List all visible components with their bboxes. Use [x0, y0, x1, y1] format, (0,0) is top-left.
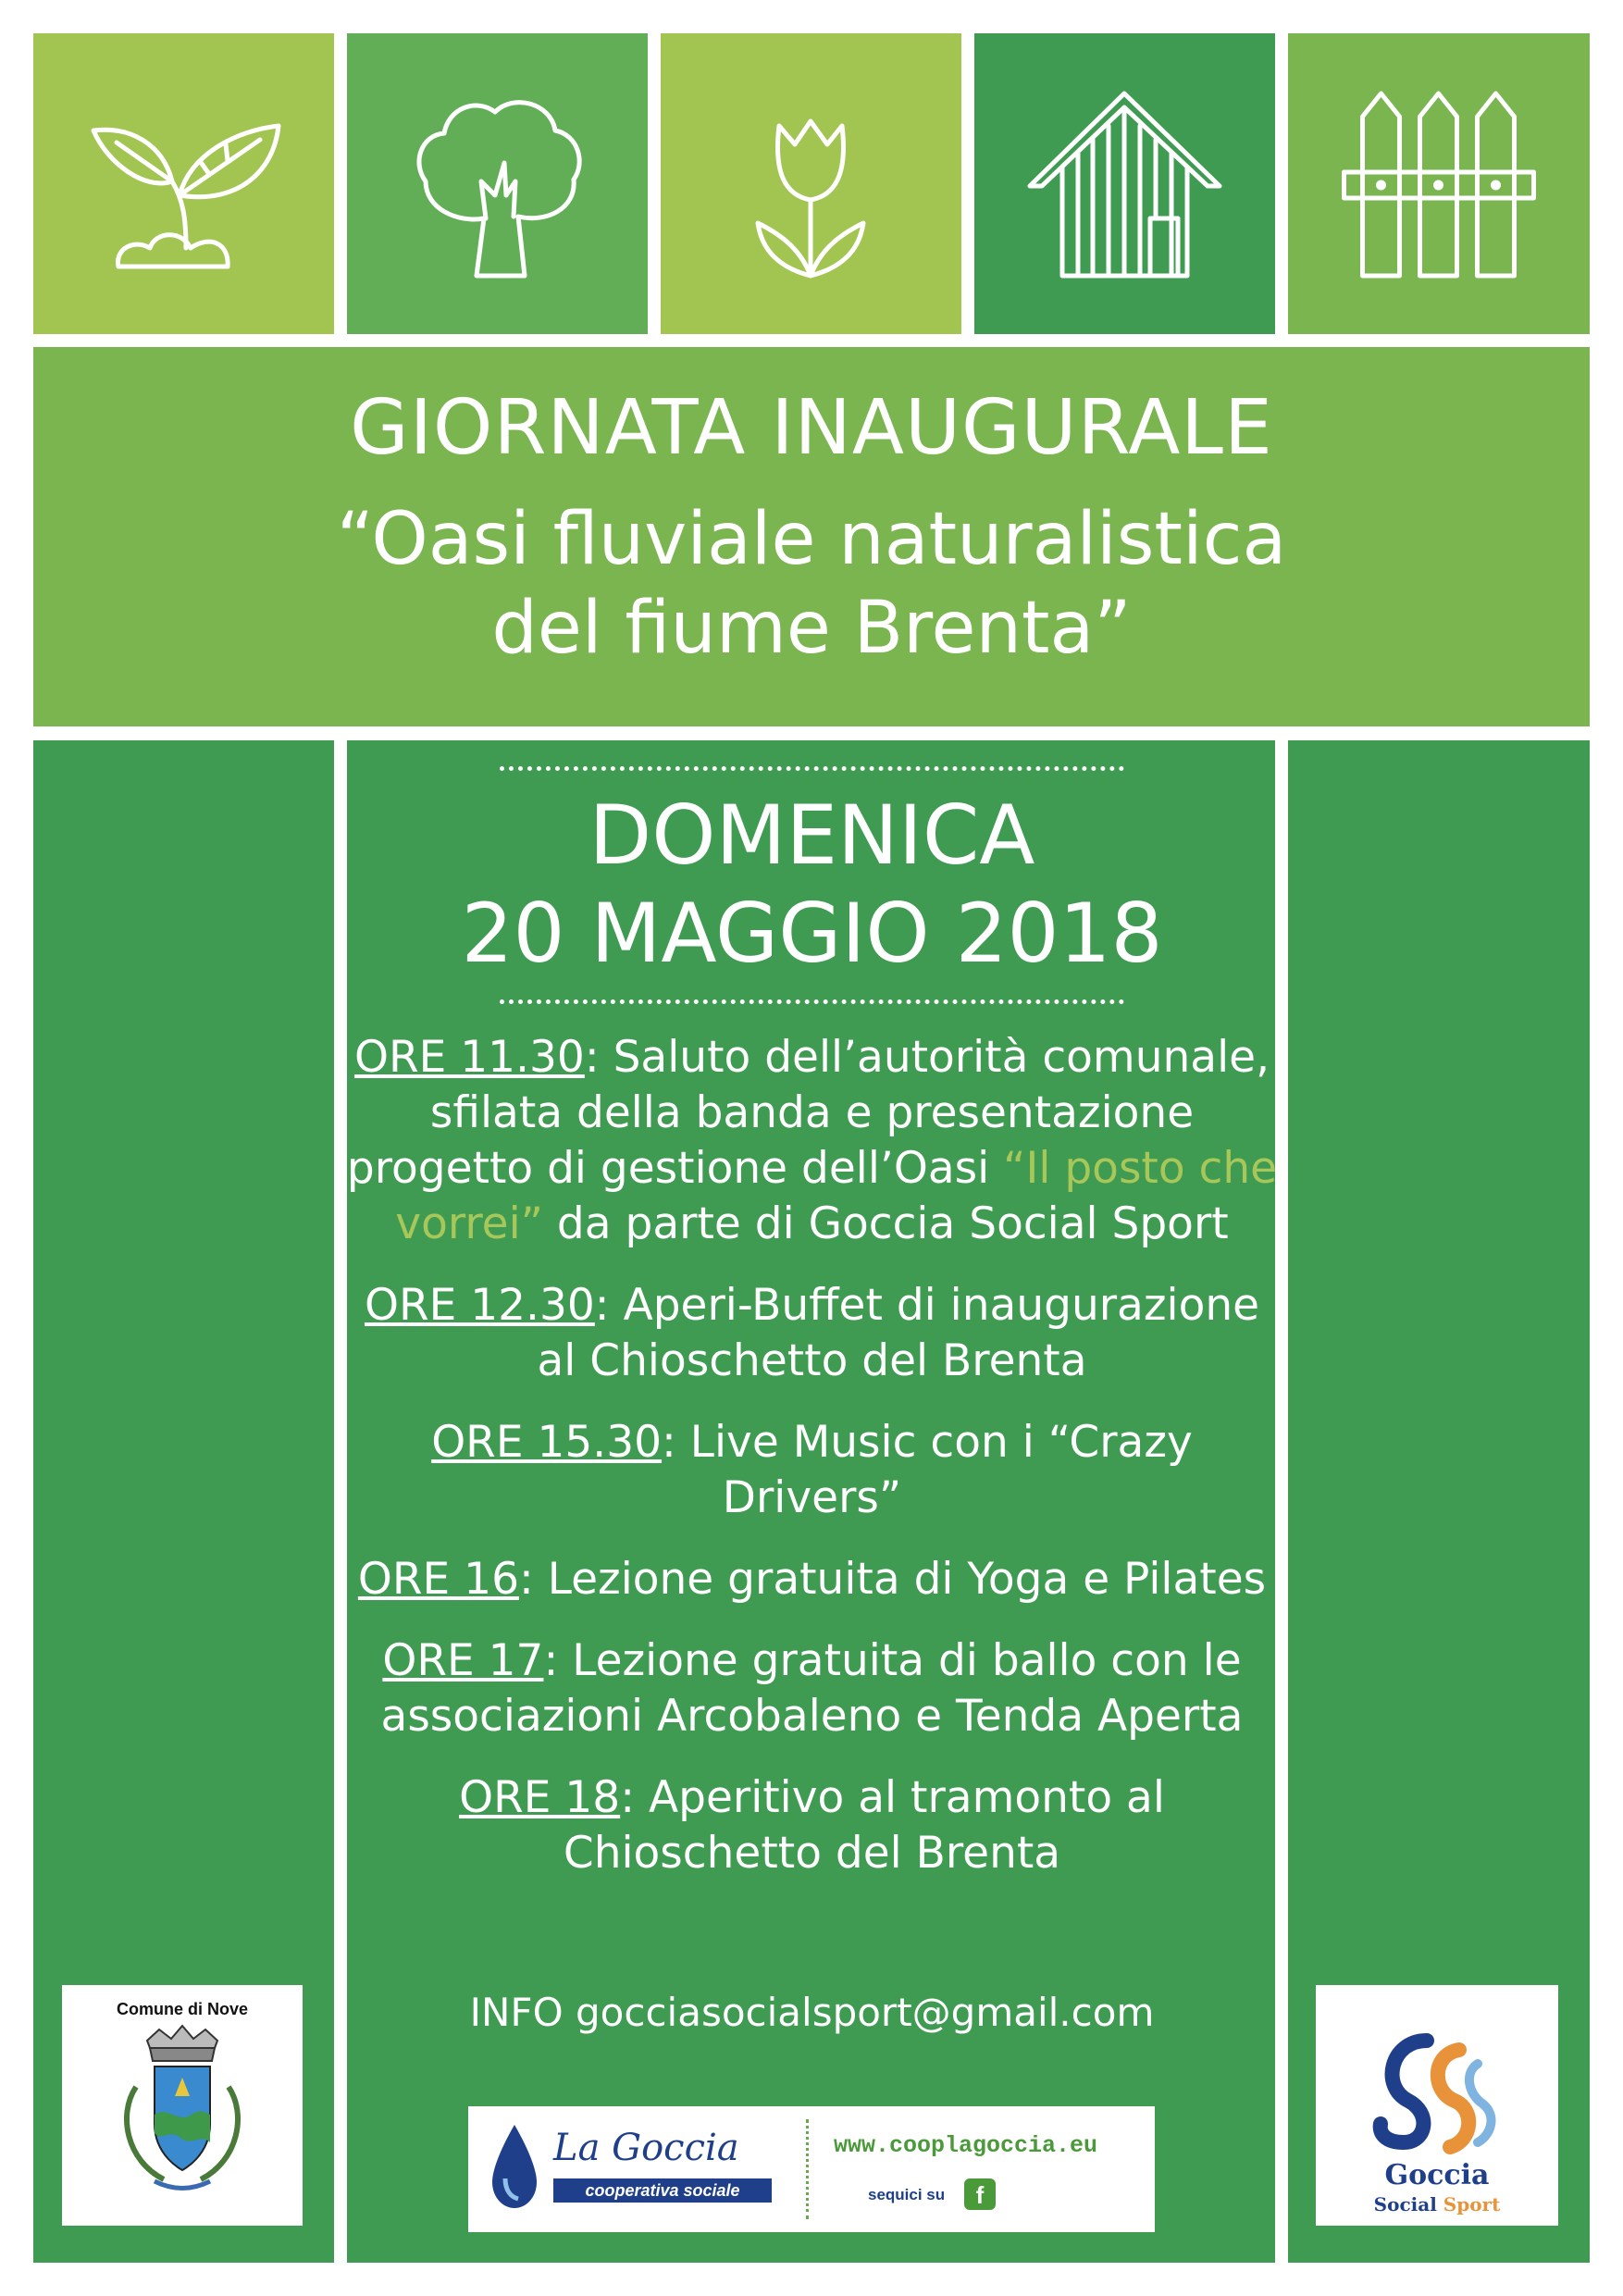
website-link[interactable]: www.cooplagoccia.eu — [834, 2132, 1098, 2159]
event-day: DOMENICA — [588, 788, 1035, 883]
event-full-date: 20 MAGGIO 2018 — [461, 886, 1163, 981]
schedule-time: ORE 18 — [459, 1772, 621, 1823]
title-banner — [33, 347, 1590, 726]
comune-logo — [62, 1985, 303, 2226]
divider-top — [500, 766, 1124, 771]
event-title: GIORNATA INAUGURALE — [350, 384, 1273, 472]
schedule-item — [342, 1278, 1282, 1389]
sponsor-divider — [806, 2119, 809, 2219]
water-drop-icon — [487, 2121, 542, 2214]
sponsor-banner — [468, 2106, 1155, 2232]
schedule-text: : Live Music con i “Crazy Drivers” — [662, 1417, 1193, 1523]
schedule — [342, 1030, 1282, 1907]
fence-icon — [1288, 33, 1590, 334]
schedule-text-end: da parte di Goccia Social Sport — [542, 1198, 1229, 1249]
info-contact: INFO gocciasocialsport@gmail.com — [469, 1990, 1155, 2035]
tile-fence — [1288, 33, 1590, 334]
comune-label: Comune di Nove — [116, 2000, 248, 2018]
schedule-text: : Lezione gratuita di ballo con le associazioni Arcobaleno e Tenda Aperta — [380, 1635, 1244, 1742]
schedule-item — [342, 1770, 1282, 1881]
goccia-name: Goccia — [1384, 2159, 1490, 2191]
schedule-time: ORE 16 — [357, 1554, 519, 1605]
schedule-time: ORE 11.30 — [353, 1032, 585, 1083]
event-subtitle — [33, 495, 1590, 673]
schedule-text: : Saluto dell’autorità comunale, sfilata della banda e presentazione progetto di gestione dell’Oasi — [346, 1032, 1270, 1194]
sprout-icon — [33, 33, 334, 334]
goccia-social-sport-logo — [1316, 1985, 1558, 2226]
cooperative-logo-text: La Goccia — [553, 2127, 739, 2169]
schedule-text: : Lezione gratuita di Yoga e Pilates — [518, 1554, 1267, 1605]
schedule-time: ORE 17 — [382, 1635, 544, 1686]
schedule-item — [342, 1415, 1282, 1526]
tree-icon — [347, 33, 648, 334]
tile-tulip — [661, 33, 961, 334]
schedule-time: ORE 15.30 — [431, 1417, 663, 1468]
event-date — [342, 787, 1282, 983]
divider-bottom — [500, 999, 1124, 1004]
tile-house — [974, 33, 1275, 334]
coat-of-arms-icon — [62, 1985, 303, 2226]
project-name: “Il posto che vorrei” — [395, 1143, 1278, 1249]
goccia-tagline-social: Social — [1373, 2193, 1437, 2215]
follow-label: sequici su — [868, 2186, 946, 2203]
subtitle-line-1: “Oasi fluviale naturalistica — [336, 498, 1287, 581]
tile-tree — [347, 33, 648, 334]
schedule-text: : Aperi-Buffet di inaugurazione al Chioschetto del Brenta — [537, 1280, 1260, 1386]
goccia-tagline — [1316, 2193, 1558, 2215]
cooperative-subtitle: cooperativa sociale — [553, 2178, 772, 2203]
schedule-item — [342, 1552, 1282, 1607]
subtitle-line-2: del fiume Brenta” — [491, 587, 1132, 670]
tile-sprout — [33, 33, 334, 334]
tulip-icon — [661, 33, 961, 334]
house-icon — [974, 33, 1275, 334]
schedule-time: ORE 12.30 — [364, 1280, 595, 1331]
schedule-item — [342, 1030, 1282, 1252]
goccia-tagline-sport: Sport — [1443, 2193, 1501, 2215]
schedule-text: : Aperitivo al tramonto al Chioschetto del Brenta — [563, 1772, 1165, 1879]
facebook-icon[interactable]: f — [964, 2178, 996, 2210]
schedule-item — [342, 1633, 1282, 1744]
